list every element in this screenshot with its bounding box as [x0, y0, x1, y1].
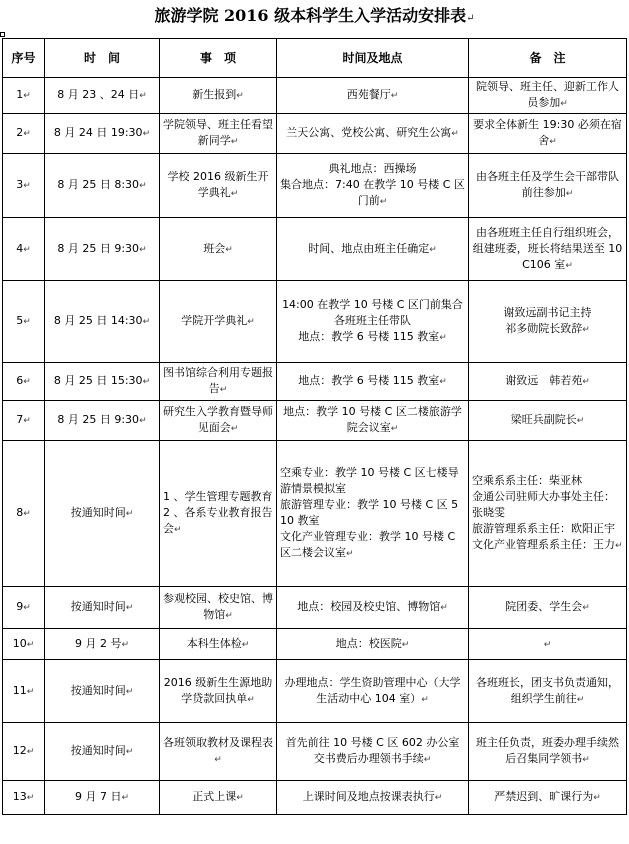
cell-item-text: 参观校园、校史馆、博物馆 — [163, 592, 273, 621]
paragraph-mark-icon: ↵ — [429, 244, 437, 255]
cell-no-text: 11 — [12, 683, 27, 697]
paragraph-mark-icon: ↵ — [549, 137, 557, 147]
table-row — [3, 281, 627, 363]
cell-note-text: 院团委、学生会 — [505, 600, 583, 613]
cell-time — [45, 587, 160, 629]
cell-time-text: 按通知时间 — [70, 744, 126, 757]
cell-no-text: 10 — [12, 636, 27, 650]
paragraph-mark-icon: ↵ — [23, 129, 31, 139]
paragraph-mark-icon: ↵ — [390, 91, 399, 101]
cell-note-text: 空乘系系主任：柴亚林 — [472, 474, 582, 487]
paragraph-mark-icon: ↵ — [439, 333, 447, 343]
cell-item-text: 各班领取教材及课程表 — [163, 736, 273, 749]
cell-note-text: 院领导、班主任、迎新工作人员参加 — [476, 80, 619, 109]
cell-no-text: 4 — [16, 241, 24, 255]
cell-no — [3, 401, 45, 441]
cell-note — [469, 114, 627, 154]
paragraph-mark-icon: ↵ — [139, 416, 147, 426]
header-no: 序号 — [3, 39, 45, 78]
cell-item — [160, 218, 277, 281]
paragraph-mark-icon: ↵ — [247, 694, 255, 705]
cell-place-text: 地点：校医院 — [335, 636, 402, 650]
cell-place-text: 集合地点：7:40 在教学 10 号楼 C 区门前 — [280, 178, 465, 207]
paragraph-mark-icon: ↵ — [139, 244, 147, 255]
page-title: 旅游学院 2016 级本科学生入学活动安排表↵ — [154, 6, 475, 25]
cell-item — [160, 587, 277, 629]
table-row — [3, 401, 627, 441]
cell-place-text: 交书费后办理领书手续 — [313, 752, 424, 765]
paragraph-mark-icon: ↵ — [26, 686, 35, 697]
paragraph-mark-icon: ↵ — [423, 755, 432, 765]
cell-time — [45, 78, 160, 114]
cell-place — [277, 401, 469, 441]
paragraph-mark-icon: ↵ — [230, 424, 239, 434]
cell-item — [160, 154, 277, 218]
table-row — [3, 78, 627, 114]
cell-note — [469, 218, 627, 281]
cell-no-text: 1 — [16, 88, 24, 101]
cell-note — [469, 629, 627, 660]
cell-no-text: 8 — [16, 506, 24, 519]
paragraph-mark-icon: ↵ — [23, 416, 31, 426]
cell-no — [3, 114, 45, 154]
cell-time — [45, 401, 160, 441]
paragraph-mark-icon: ↵ — [121, 793, 130, 803]
cell-note-text: 要求全体新生 19:30 必须在宿舍 — [473, 118, 622, 147]
paragraph-mark-icon: ↵ — [576, 416, 585, 426]
schedule-table — [2, 38, 627, 815]
table-row — [3, 723, 627, 781]
cell-no — [3, 281, 45, 363]
paragraph-mark-icon: ↵ — [440, 603, 448, 613]
cell-place — [277, 218, 469, 281]
paragraph-mark-icon: ↵ — [582, 325, 590, 335]
cell-item-text: 班会 — [203, 241, 226, 255]
cell-note-text: 谢致远 韩若苑 — [505, 374, 583, 387]
cell-note — [469, 363, 627, 401]
paragraph-mark-icon: ↵ — [219, 385, 228, 395]
cell-place — [277, 660, 469, 723]
paragraph-mark-icon: ↵ — [439, 377, 447, 387]
cell-time-text: 8 月 25 日 14:30 — [53, 314, 143, 327]
cell-place — [277, 281, 469, 363]
paragraph-mark-icon: ↵ — [23, 603, 31, 613]
table-body — [3, 78, 627, 815]
cell-place — [277, 781, 469, 815]
cell-no-text: 13 — [12, 790, 27, 803]
cell-no — [3, 218, 45, 281]
paragraph-mark-icon: ↵ — [125, 747, 134, 757]
paragraph-mark-icon: ↵ — [214, 755, 222, 765]
cell-note — [469, 441, 627, 587]
paragraph-mark-icon: ↵ — [401, 639, 410, 650]
cell-note-text: 各班班长，团支书负责通知，组织学生前往 — [476, 675, 619, 705]
paragraph-mark-icon: ↵ — [142, 317, 151, 327]
paragraph-mark-icon: ↵ — [582, 603, 590, 613]
cell-no-text: 12 — [12, 744, 27, 757]
cell-place — [277, 154, 469, 218]
cell-time — [45, 114, 160, 154]
cell-time — [45, 363, 160, 401]
cell-note — [469, 660, 627, 723]
cell-item-text: 1 、学生管理专题教育 — [163, 490, 273, 503]
cell-item-text: 学院领导、班主任看望新同学 — [163, 118, 273, 147]
cell-place-text: 兰天公寓、党校公寓、研究生公寓 — [286, 126, 452, 139]
table-row — [3, 660, 627, 723]
paragraph-mark-icon: ↵ — [241, 639, 250, 650]
cell-item-text: 学校 2016 级新生开学典礼 — [167, 170, 269, 199]
cell-note — [469, 154, 627, 218]
header-note: 备 注 — [469, 39, 627, 78]
paragraph-mark-icon: ↵ — [236, 793, 244, 803]
header-time: 时 间 — [45, 39, 160, 78]
cell-item — [160, 363, 277, 401]
paragraph-mark-icon: ↵ — [236, 91, 244, 101]
paragraph-mark-icon: ↵ — [421, 694, 429, 705]
paragraph-mark-icon: ↵ — [142, 129, 151, 139]
cell-item-text: 2016 级新生生源地助学贷款回执单 — [163, 675, 273, 705]
paragraph-mark-icon: ↵ — [23, 377, 31, 387]
table-move-handle-icon[interactable] — [0, 32, 5, 37]
paragraph-mark-icon: ↵ — [247, 317, 255, 327]
cell-item-text: 学院开学典礼 — [181, 314, 248, 327]
cell-no — [3, 660, 45, 723]
cell-time-text: 8 月 25 日 8:30 — [57, 178, 140, 191]
table-header-row — [3, 39, 627, 78]
cell-note-text: 严禁迟到、旷课行为 — [494, 790, 594, 803]
paragraph-mark-icon: ↵ — [125, 509, 134, 519]
cell-note — [469, 78, 627, 114]
cell-time-text: 9 月 7 日 — [74, 790, 122, 803]
paragraph-mark-icon: ↵ — [26, 747, 35, 757]
cell-no — [3, 78, 45, 114]
cell-note-text: 金通公司驻师大办事处主任：张晓雯 — [472, 490, 615, 519]
paragraph-mark-icon: ↵ — [543, 639, 552, 650]
header-place: 时间及地点 — [277, 39, 469, 78]
paragraph-mark-icon: ↵ — [142, 377, 151, 387]
paragraph-mark-icon: ↵ — [560, 99, 568, 109]
cell-place-text: 地点：教学 6 号楼 115 教室 — [298, 330, 440, 343]
table-row — [3, 587, 627, 629]
cell-time — [45, 154, 160, 218]
cell-no — [3, 363, 45, 401]
cell-no — [3, 154, 45, 218]
cell-place-text: 西苑餐厅 — [346, 88, 391, 101]
table-row — [3, 363, 627, 401]
cell-note-text: 梁旺兵副院长 — [510, 413, 577, 426]
cell-time — [45, 660, 160, 723]
paragraph-mark-icon: ↵ — [565, 189, 574, 199]
cell-note — [469, 401, 627, 441]
paragraph-mark-icon: ↵ — [121, 639, 130, 650]
cell-place — [277, 723, 469, 781]
cell-note-text: 由各班班主任自行组织班会，组建班委，班长将结果送至 10C106 室 — [472, 225, 623, 271]
cell-time — [45, 218, 160, 281]
cell-note-text: 班主任负责，班委办理手续然后召集同学领书 — [476, 736, 619, 765]
cell-place — [277, 587, 469, 629]
cell-place-text: 空乘专业：教学 10 号楼 C 区七楼导游情景模拟室 — [280, 466, 459, 495]
cell-no — [3, 441, 45, 587]
cell-time — [45, 629, 160, 660]
paragraph-mark-icon: ↵ — [225, 244, 233, 255]
cell-note-text: 谢致远副书记主持 — [503, 306, 592, 319]
cell-item-text: 2 、各系专业教育报告会 — [163, 506, 273, 535]
paragraph-mark-icon: ↵ — [451, 129, 459, 139]
cell-note-text: 文化产业管理系系主任：王力 — [472, 538, 615, 551]
paragraph-mark-icon: ↵ — [615, 541, 623, 551]
cell-item-text: 研究生入学教育暨导师见面会 — [163, 405, 273, 434]
cell-item — [160, 78, 277, 114]
cell-time-text: 按通知时间 — [70, 600, 126, 613]
cell-note-text: 由各班主任及学生会干部带队前往参加 — [476, 170, 619, 199]
cell-place — [277, 441, 469, 587]
cell-place-text: 14:00 在教学 10 号楼 C 区门前集合 — [282, 298, 463, 311]
cell-no-text: 5 — [16, 314, 24, 327]
cell-note — [469, 781, 627, 815]
cell-item — [160, 660, 277, 723]
paragraph-mark-icon: ↵ — [23, 317, 31, 327]
cell-time-text: 按通知时间 — [70, 506, 126, 519]
cell-item — [160, 781, 277, 815]
paragraph-mark-icon: ↵ — [23, 244, 31, 255]
table-row — [3, 629, 627, 660]
cell-place-text: 地点：教学 6 号楼 115 教室 — [298, 374, 440, 387]
paragraph-mark-icon: ↵ — [346, 549, 354, 559]
cell-time — [45, 441, 160, 587]
paragraph-mark-icon: ↵ — [23, 509, 31, 519]
cell-item — [160, 281, 277, 363]
cell-place-text: 办理地点：学生资助管理中心（大学生活动中心 104 室） — [284, 675, 461, 705]
cell-item — [160, 723, 277, 781]
paragraph-mark-icon: ↵ — [225, 611, 233, 621]
cell-place-text: 时间、地点由班主任确定 — [308, 241, 430, 255]
cell-no — [3, 781, 45, 815]
paragraph-mark-icon: ↵ — [576, 694, 585, 705]
paragraph-mark-icon: ↵ — [230, 137, 239, 147]
cell-no-text: 2 — [16, 126, 24, 139]
cell-note — [469, 723, 627, 781]
cell-time-text: 8 月 25 日 15:30 — [53, 374, 143, 387]
paragraph-mark-icon: ↵ — [582, 755, 590, 765]
paragraph-mark-icon: ↵ — [26, 793, 35, 803]
cell-item-text: 新生报到 — [192, 88, 237, 101]
cell-place — [277, 114, 469, 154]
table-row — [3, 114, 627, 154]
cell-note-text: 祁多勋院长致辞 — [505, 322, 583, 335]
paragraph-mark-icon: ↵ — [593, 793, 601, 803]
table-row — [3, 441, 627, 587]
paragraph-mark-icon: ↵ — [23, 91, 31, 101]
cell-no-text: 7 — [16, 413, 24, 426]
cell-item-text: 图书馆综合利用专题报告 — [163, 366, 273, 395]
cell-place-text: 首先前往 10 号楼 C 区 602 办公室 — [285, 736, 460, 749]
cell-no-text: 9 — [16, 600, 24, 613]
paragraph-mark-icon: ↵ — [434, 793, 443, 803]
paragraph-mark-icon: ↵ — [26, 639, 35, 650]
cell-item — [160, 114, 277, 154]
cell-place-text: 旅游管理专业：教学 10 号楼 C 区 510 教室 — [280, 498, 459, 527]
paragraph-mark-icon: ↵ — [139, 91, 147, 101]
cell-time-text: 8 月 25 日 9:30 — [57, 413, 140, 426]
cell-time — [45, 281, 160, 363]
cell-time-text: 按通知时间 — [70, 683, 126, 697]
table-row — [3, 781, 627, 815]
cell-time-text: 8 月 24 日 19:30 — [53, 126, 143, 139]
header-item: 事 项 — [160, 39, 277, 78]
cell-no — [3, 723, 45, 781]
cell-item-text: 本科生体检 — [186, 636, 242, 650]
cell-time — [45, 723, 160, 781]
cell-note — [469, 281, 627, 363]
cell-place — [277, 78, 469, 114]
cell-place-text: 上课时间及地点按课表执行 — [302, 790, 435, 803]
cell-no-text: 3 — [16, 178, 24, 191]
cell-place — [277, 363, 469, 401]
paragraph-mark-icon: ↵ — [174, 525, 182, 535]
cell-place — [277, 629, 469, 660]
cell-no — [3, 587, 45, 629]
cell-item — [160, 629, 277, 660]
cell-place-text: 文化产业管理专业：教学 10 号楼 C 区二楼会议室 — [280, 530, 456, 559]
cell-place-text: 各班班主任带队 — [334, 314, 411, 327]
cell-no-text: 6 — [16, 374, 24, 387]
paragraph-mark-icon: ↵ — [139, 181, 147, 191]
cell-note-text: 旅游管理系系主任：欧阳正宇 — [472, 522, 615, 535]
cell-place-text: 典礼地点：西操场 — [328, 162, 417, 175]
cell-note — [469, 587, 627, 629]
cell-time — [45, 781, 160, 815]
cell-time-text: 8 月 25 日 9:30 — [57, 241, 140, 255]
paragraph-mark-icon: ↵ — [125, 603, 134, 613]
cell-item — [160, 401, 277, 441]
cell-place-text: 地点：校园及校史馆、博物馆 — [297, 600, 441, 613]
cell-time-text: 8 月 23 、24 日 — [57, 88, 140, 101]
paragraph-mark-icon: ↵ — [379, 197, 388, 207]
paragraph-mark-icon: ↵ — [23, 181, 31, 191]
paragraph-mark-icon: ↵ — [230, 189, 239, 199]
cell-place-text: 地点：教学 10 号楼 C 区二楼旅游学院会议室 — [283, 405, 462, 434]
paragraph-mark-icon: ↵ — [582, 377, 590, 387]
table-row — [3, 154, 627, 218]
cell-time-text: 9 月 2 号 — [74, 636, 122, 650]
paragraph-mark-icon: ↵ — [390, 424, 399, 434]
cell-item — [160, 441, 277, 587]
paragraph-mark-icon: ↵ — [125, 686, 134, 697]
cell-no — [3, 629, 45, 660]
table-row — [3, 218, 627, 281]
cell-item-text: 正式上课 — [192, 790, 237, 803]
paragraph-mark-icon: ↵ — [466, 13, 475, 24]
paragraph-mark-icon: ↵ — [565, 260, 573, 271]
